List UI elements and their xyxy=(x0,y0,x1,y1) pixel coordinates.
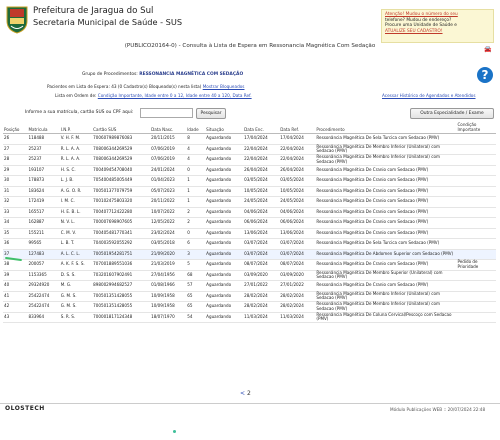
table-cell: Aguardando xyxy=(205,134,243,145)
table-cell: 4 xyxy=(186,155,205,166)
table-cell xyxy=(456,197,496,208)
table-cell: Aguardando xyxy=(205,165,243,176)
table-cell: 27/04/1956 xyxy=(150,270,186,281)
table-cell: 03/07/2024 xyxy=(279,249,315,260)
table-row xyxy=(3,312,496,323)
table-cell: 28 xyxy=(3,155,28,166)
table-row xyxy=(3,218,496,229)
table-cell: A. K. F. S. S. xyxy=(60,260,92,271)
table-cell: Aguardando xyxy=(205,207,243,218)
table-row xyxy=(3,228,496,239)
table-cell: Aguardando xyxy=(205,260,243,271)
column-header: Idade xyxy=(186,121,205,134)
table-row xyxy=(3,291,496,302)
city-coat-of-arms-icon xyxy=(5,4,29,34)
table-cell: 03/05/2024 xyxy=(243,176,279,187)
table-cell: 36 xyxy=(3,239,28,250)
table-cell: 0 xyxy=(186,228,205,239)
table-cell: 708006344269529 xyxy=(92,144,150,155)
table-cell: H. S. C. xyxy=(60,165,92,176)
table-cell: G. M. S. xyxy=(60,291,92,302)
table-cell: Aguardando xyxy=(205,239,243,250)
table-cell: Ressonância Magnética De Cranio com Sedacao (PMV) xyxy=(315,228,456,239)
table-cell: 17/04/2024 xyxy=(279,134,315,145)
table-cell: Ressonância Magnética De Cranio com Sedacao (PMV) xyxy=(315,260,456,271)
table-cell: 200057 xyxy=(28,260,60,271)
table-cell: 03/05/2018 xyxy=(150,239,186,250)
table-cell: 703201607902491 xyxy=(92,270,150,281)
table-cell: 10/09/1958 xyxy=(150,291,186,302)
table-row xyxy=(3,134,496,145)
table-cell: L. J. B. xyxy=(60,176,92,187)
table-cell: 25237 xyxy=(28,144,60,155)
table-cell xyxy=(456,239,496,250)
table-cell: 99565 xyxy=(28,239,60,250)
table-cell: Pedido de Prioridade xyxy=(456,260,496,271)
pager xyxy=(240,390,251,397)
table-cell: 11/03/2024 xyxy=(243,312,279,323)
table-cell xyxy=(456,228,496,239)
table-cell: 172419 xyxy=(28,197,60,208)
table-cell: 6 xyxy=(186,239,205,250)
table-cell: 30 xyxy=(3,176,28,187)
table-cell: 28/02/2024 xyxy=(279,302,315,313)
table-cell: Ressonância Magnética De Abdomen Superior com Sedacao (PMV) xyxy=(315,249,456,260)
update-notice xyxy=(381,9,494,43)
table-cell: S. R. S. xyxy=(60,312,92,323)
table-cell: 34 xyxy=(3,218,28,229)
table-cell: 700501377079759 xyxy=(92,186,150,197)
table-cell: 22/04/2024 xyxy=(243,144,279,155)
table-cell: 26/04/2024 xyxy=(279,165,315,176)
table-cell xyxy=(456,134,496,145)
table-row xyxy=(3,270,496,281)
table-cell: N. V. L. xyxy=(60,218,92,229)
table-cell: 35 xyxy=(3,228,28,239)
other-specialty-button[interactable]: Outra Especialidade / Exame xyxy=(410,108,494,119)
table-cell: 05/07/2023 xyxy=(150,186,186,197)
footer-info: Módulo Publicações WEB :: 20/07/2024 22:48 xyxy=(390,407,486,412)
table-cell: Aguardando xyxy=(205,302,243,313)
table-cell: Ressonância Magnética De Cranio com Sedacao (PMV) xyxy=(315,281,456,292)
table-cell xyxy=(456,218,496,229)
column-header: Condição Importante xyxy=(456,121,496,134)
table-cell: G. M. S. xyxy=(60,302,92,313)
table-cell xyxy=(456,281,496,292)
notice-line-1[interactable]: Atenção! Mudou o número do seu xyxy=(385,12,458,17)
table-cell: 13/06/2024 xyxy=(279,228,315,239)
table-cell: 27 xyxy=(3,144,28,155)
table-cell: 03/05/2024 xyxy=(279,176,315,187)
table-cell: M. G. xyxy=(60,281,92,292)
table-cell: Aguardando xyxy=(205,281,243,292)
table-row xyxy=(3,155,496,166)
table-cell: 22/04/2024 xyxy=(279,144,315,155)
table-cell: 24/05/2024 xyxy=(279,197,315,208)
table-cell: 03/07/2024 xyxy=(243,249,279,260)
table-cell: A. L. C. L. xyxy=(60,249,92,260)
table-cell: 127483 xyxy=(28,249,60,260)
table-cell: 08/07/2024 xyxy=(243,260,279,271)
table-row xyxy=(3,144,496,155)
table-cell: Ressonância Magnética De Membro Superior (Unilateral) com Sedacao (PMV) xyxy=(315,270,456,281)
page-title: (PUBLICO20164-0) - Consulta à Lista de Espera em Ressonancia Magnética Com Sedação xyxy=(124,43,376,49)
table-cell: 65 xyxy=(186,302,205,313)
org-title: Prefeitura de Jaragua do Sul xyxy=(33,6,154,16)
table-cell: Ressonância Magnética De Membro Inferior (Unilateral) com Sedacao (PMV) xyxy=(315,144,456,155)
footer-logo: OLOSTECH xyxy=(5,405,45,412)
table-cell: 700407712422280 xyxy=(92,207,150,218)
table-cell: 162887 xyxy=(28,218,60,229)
table-cell xyxy=(456,249,496,260)
table-cell: 155211 xyxy=(28,228,60,239)
table-cell: D. S. S. xyxy=(60,270,92,281)
footer-divider xyxy=(0,403,500,404)
org-subtitle: Secretaria Municipal de Saúde - SUS xyxy=(33,17,183,27)
table-cell: Aguardando xyxy=(205,291,243,302)
table-cell: 40 xyxy=(3,281,28,292)
table-cell: 700501351428055 xyxy=(92,302,150,313)
table-cell: 24/01/2024 xyxy=(150,165,186,176)
table-cell: 24/05/2024 xyxy=(243,197,279,208)
table-cell: 22/04/2024 xyxy=(243,155,279,166)
table-cell: 43 xyxy=(3,312,28,323)
history-link[interactable]: Acessar Histórico de Agendados e Atendidos xyxy=(382,93,476,98)
table-cell: 68 xyxy=(186,270,205,281)
table-cell: Ressonância Magnética De Sela Turcica com Sedacao (PMV) xyxy=(315,239,456,250)
table-cell: Aguardando xyxy=(205,312,243,323)
table-cell: 01/04/2023 xyxy=(150,176,186,187)
table-cell: Ressonância Magnética De Cranio com Sedacao (PMV) xyxy=(315,165,456,176)
table-cell: 3 xyxy=(186,249,205,260)
table-cell xyxy=(456,291,496,302)
table-row xyxy=(3,165,496,176)
table-cell: 700607989876083 xyxy=(92,134,150,145)
table-cell xyxy=(456,165,496,176)
table-cell: 700501351428055 xyxy=(92,291,150,302)
table-cell: Aguardando xyxy=(205,144,243,155)
table-cell: 42 xyxy=(3,302,28,313)
table-cell: 10/05/2024 xyxy=(243,186,279,197)
table-cell xyxy=(456,312,496,323)
order-criteria-links[interactable]: Condição Importante, Idade entre 0 a 12, Idade entre 40 a 120, Data Ref. xyxy=(97,93,252,98)
table-cell: 705400485005449 xyxy=(92,176,150,187)
table-cell: 700405481770341 xyxy=(92,228,150,239)
table-cell: Aguardando xyxy=(205,218,243,229)
cursor-dot xyxy=(173,430,176,433)
table-cell: 57 xyxy=(186,281,205,292)
column-header: Data Enc. xyxy=(243,121,279,134)
table-cell: 1153365 xyxy=(28,270,60,281)
table-cell: 20/11/2015 xyxy=(150,134,186,145)
table-cell: 700007698907605 xyxy=(92,218,150,229)
prev-page-button[interactable]: < xyxy=(240,390,246,397)
table-cell xyxy=(456,302,496,313)
table-cell xyxy=(456,207,496,218)
table-cell: Aguardando xyxy=(205,249,243,260)
table-cell: 833964 xyxy=(28,312,60,323)
table-cell: Aguardando xyxy=(205,228,243,239)
table-cell: 18/07/1970 xyxy=(150,312,186,323)
table-cell: Aguardando xyxy=(205,176,243,187)
table-cell: V. H. F. M. xyxy=(60,134,92,145)
table-cell: 03/09/2020 xyxy=(243,270,279,281)
table-cell: 165517 xyxy=(28,207,60,218)
column-header: Situação xyxy=(205,121,243,134)
table-cell xyxy=(456,155,496,166)
table-cell: 33 xyxy=(3,207,28,218)
table-cell: Ressonância Magnética De Cranio com Sedacao (PMV) xyxy=(315,207,456,218)
table-cell: 41 xyxy=(3,291,28,302)
table-cell: Aguardando xyxy=(205,186,243,197)
order-label: Lista em Ordem de: xyxy=(55,93,97,98)
table-header-row xyxy=(3,121,496,134)
procedure-group xyxy=(82,72,243,77)
table-cell: H. E. B. L. xyxy=(60,207,92,218)
table-cell: 27/01/2022 xyxy=(279,281,315,292)
table-cell: 54 xyxy=(186,312,205,323)
table-row xyxy=(3,197,496,208)
table-cell: 26 xyxy=(3,134,28,145)
table-cell: 28/02/2024 xyxy=(279,291,315,302)
search-button[interactable]: Pesquisar xyxy=(196,108,226,119)
table-cell: Ressonância Magnética De Membro Inferior (Unilateral) com Sedacao (PMV) xyxy=(315,302,456,313)
table-cell: 21/09/2020 xyxy=(150,249,186,260)
table-cell xyxy=(456,270,496,281)
table-cell: Aguardando xyxy=(205,270,243,281)
table-cell xyxy=(456,176,496,187)
column-header: Procedimento xyxy=(315,121,456,134)
table-cell: 03/09/2020 xyxy=(279,270,315,281)
table-cell: 03/07/2024 xyxy=(243,239,279,250)
table-cell: 10/05/2024 xyxy=(279,186,315,197)
procedure-value: RESSONANCIA MAGNÉTICA COM SEDAÇÃO xyxy=(139,72,244,77)
table-cell: 707001889551036 xyxy=(92,260,150,271)
table-cell: 700501954281751 xyxy=(92,249,150,260)
table-cell: 700102475803320 xyxy=(92,197,150,208)
table-cell: 17/04/2024 xyxy=(243,134,279,145)
table-row xyxy=(3,249,496,260)
table-cell: 21/03/2019 xyxy=(150,260,186,271)
table-cell: 1 xyxy=(186,176,205,187)
search-input[interactable] xyxy=(140,108,193,118)
column-header: Cartão SUS xyxy=(92,121,150,134)
notice-line-3: Procure uma Unidade de Saúde e xyxy=(385,23,457,29)
table-cell: C. M. V. xyxy=(60,228,92,239)
table-cell: 23/02/2024 xyxy=(150,228,186,239)
table-cell xyxy=(456,186,496,197)
table-cell: 2 xyxy=(186,218,205,229)
table-cell: 10/09/1958 xyxy=(150,302,186,313)
column-header: Posição xyxy=(3,121,28,134)
table-cell: 06/06/2024 xyxy=(279,218,315,229)
help-icon[interactable]: ? xyxy=(477,67,493,83)
table-cell: 700001817124348 xyxy=(92,312,150,323)
show-blocked-link[interactable]: Mostrar Bloqueados xyxy=(202,84,245,89)
table-cell: 5 xyxy=(186,260,205,271)
table-cell: Aguardando xyxy=(205,197,243,208)
table-row xyxy=(3,186,496,197)
page-number[interactable]: 2 xyxy=(246,390,251,397)
table-cell: A. G. O. R. xyxy=(60,186,92,197)
column-header: Data Ref. xyxy=(279,121,315,134)
table-cell: Aguardando xyxy=(205,155,243,166)
table-cell: R. L. A. A. xyxy=(60,144,92,155)
table-cell: Ressonância Magnética De Membro Inferior (Unilateral) com Sedacao (PMV) xyxy=(315,155,456,166)
table-cell: 700409454708040 xyxy=(92,165,150,176)
table-cell: 22/04/2024 xyxy=(279,155,315,166)
table-cell: 04/06/2024 xyxy=(279,207,315,218)
table-cell: 03/07/2024 xyxy=(279,239,315,250)
table-cell: 01/08/1966 xyxy=(150,281,186,292)
table-cell: 25422474 xyxy=(28,302,60,313)
header xyxy=(0,0,500,44)
table-cell xyxy=(456,144,496,155)
table-cell: 29324920 xyxy=(28,281,60,292)
order-info xyxy=(55,93,252,98)
table-cell: Ressonância Magnética De Cranio com Sedacao (PMV) xyxy=(315,218,456,229)
table-cell: 31 xyxy=(3,186,28,197)
table-cell: 12/05/2022 xyxy=(150,218,186,229)
table-cell: 708006344269529 xyxy=(92,155,150,166)
waiting-list-table xyxy=(3,121,496,323)
table-cell: Ressonância Magnética De Cranio com Sedacao (PMV) xyxy=(315,176,456,187)
table-cell: 28/02/2024 xyxy=(243,302,279,313)
table-cell: 8 xyxy=(186,134,205,145)
table-cell: L. B. T. xyxy=(60,239,92,250)
table-cell: 193107 xyxy=(28,165,60,176)
table-cell: 4 xyxy=(186,144,205,155)
table-row xyxy=(3,281,496,292)
table-cell: 178873 xyxy=(28,176,60,187)
table-cell: 39 xyxy=(3,270,28,281)
search-label: Informe a sua matrícula, cartão SUS ou CPF aqui: xyxy=(25,110,134,115)
table-cell: 37 xyxy=(3,249,28,260)
table-cell: R. L. A. A. xyxy=(60,155,92,166)
procedure-label: Grupo de Procedimentos: xyxy=(82,72,138,77)
table-cell: Ressonância Magnética De Cranio com Sedacao (PMV) xyxy=(315,197,456,208)
table-cell: 04/06/2024 xyxy=(243,207,279,218)
table-row xyxy=(3,176,496,187)
table-cell: 118488 xyxy=(28,134,60,145)
table-cell: 07/06/2019 xyxy=(150,144,186,155)
table-cell: 1 xyxy=(186,197,205,208)
table-cell: 27/01/2022 xyxy=(243,281,279,292)
car-icon[interactable]: 🚘 xyxy=(484,46,492,53)
table-cell: Ressonância Magnética De Coluna Cervical/Pescoço com Sedacao (PMV) xyxy=(315,312,456,323)
table-cell: 13/06/2024 xyxy=(243,228,279,239)
table-row xyxy=(3,302,496,313)
table-cell: 07/06/2019 xyxy=(150,155,186,166)
column-header: Matrícula xyxy=(28,121,60,134)
table-cell: 28/02/2024 xyxy=(243,291,279,302)
table-cell: 26/04/2024 xyxy=(243,165,279,176)
table-cell: 11/03/2024 xyxy=(279,312,315,323)
table-cell: 25422474 xyxy=(28,291,60,302)
table-cell: 898002994682527 xyxy=(92,281,150,292)
table-cell: I. M. C. xyxy=(60,197,92,208)
table-cell: 704003592055292 xyxy=(92,239,150,250)
table-cell: 25237 xyxy=(28,155,60,166)
table-row xyxy=(3,260,496,271)
table-cell: 08/07/2024 xyxy=(279,260,315,271)
notice-line-2: telefone? Mudou de endereço? xyxy=(385,17,452,23)
table-cell: 29 xyxy=(3,165,28,176)
table-cell: 38 xyxy=(3,260,28,271)
waiting-count-text: Pacientes em Lista de Espera: 43 (0 Cadastro(s) Bloqueado(s) nesta lista) xyxy=(47,84,202,89)
table-cell: 06/06/2024 xyxy=(243,218,279,229)
column-header: I.N.P. xyxy=(60,121,92,134)
table-cell: 183624 xyxy=(28,186,60,197)
table-cell: 2 xyxy=(186,207,205,218)
table-cell: 32 xyxy=(3,197,28,208)
notice-update-link[interactable]: ATUALIZE SEU CADASTRO! xyxy=(385,28,443,34)
table-row xyxy=(3,239,496,250)
table-cell: 1 xyxy=(186,186,205,197)
table-cell: 0 xyxy=(186,165,205,176)
table-cell: 65 xyxy=(186,291,205,302)
table-cell: 10/07/2022 xyxy=(150,207,186,218)
table-row xyxy=(3,207,496,218)
waiting-info xyxy=(47,84,244,89)
table-cell: Ressonância Magnética De Membro Inferior (Unilateral) com Sedacao (PMV) xyxy=(315,291,456,302)
column-header: Data Nasc. xyxy=(150,121,186,134)
table-cell: 20/11/2022 xyxy=(150,197,186,208)
table-cell: Ressonância Magnética De Sela Turcica com Sedacao (PMV) xyxy=(315,134,456,145)
table-cell: Ressonância Magnética De Cranio com Sedacao (PMV) xyxy=(315,186,456,197)
